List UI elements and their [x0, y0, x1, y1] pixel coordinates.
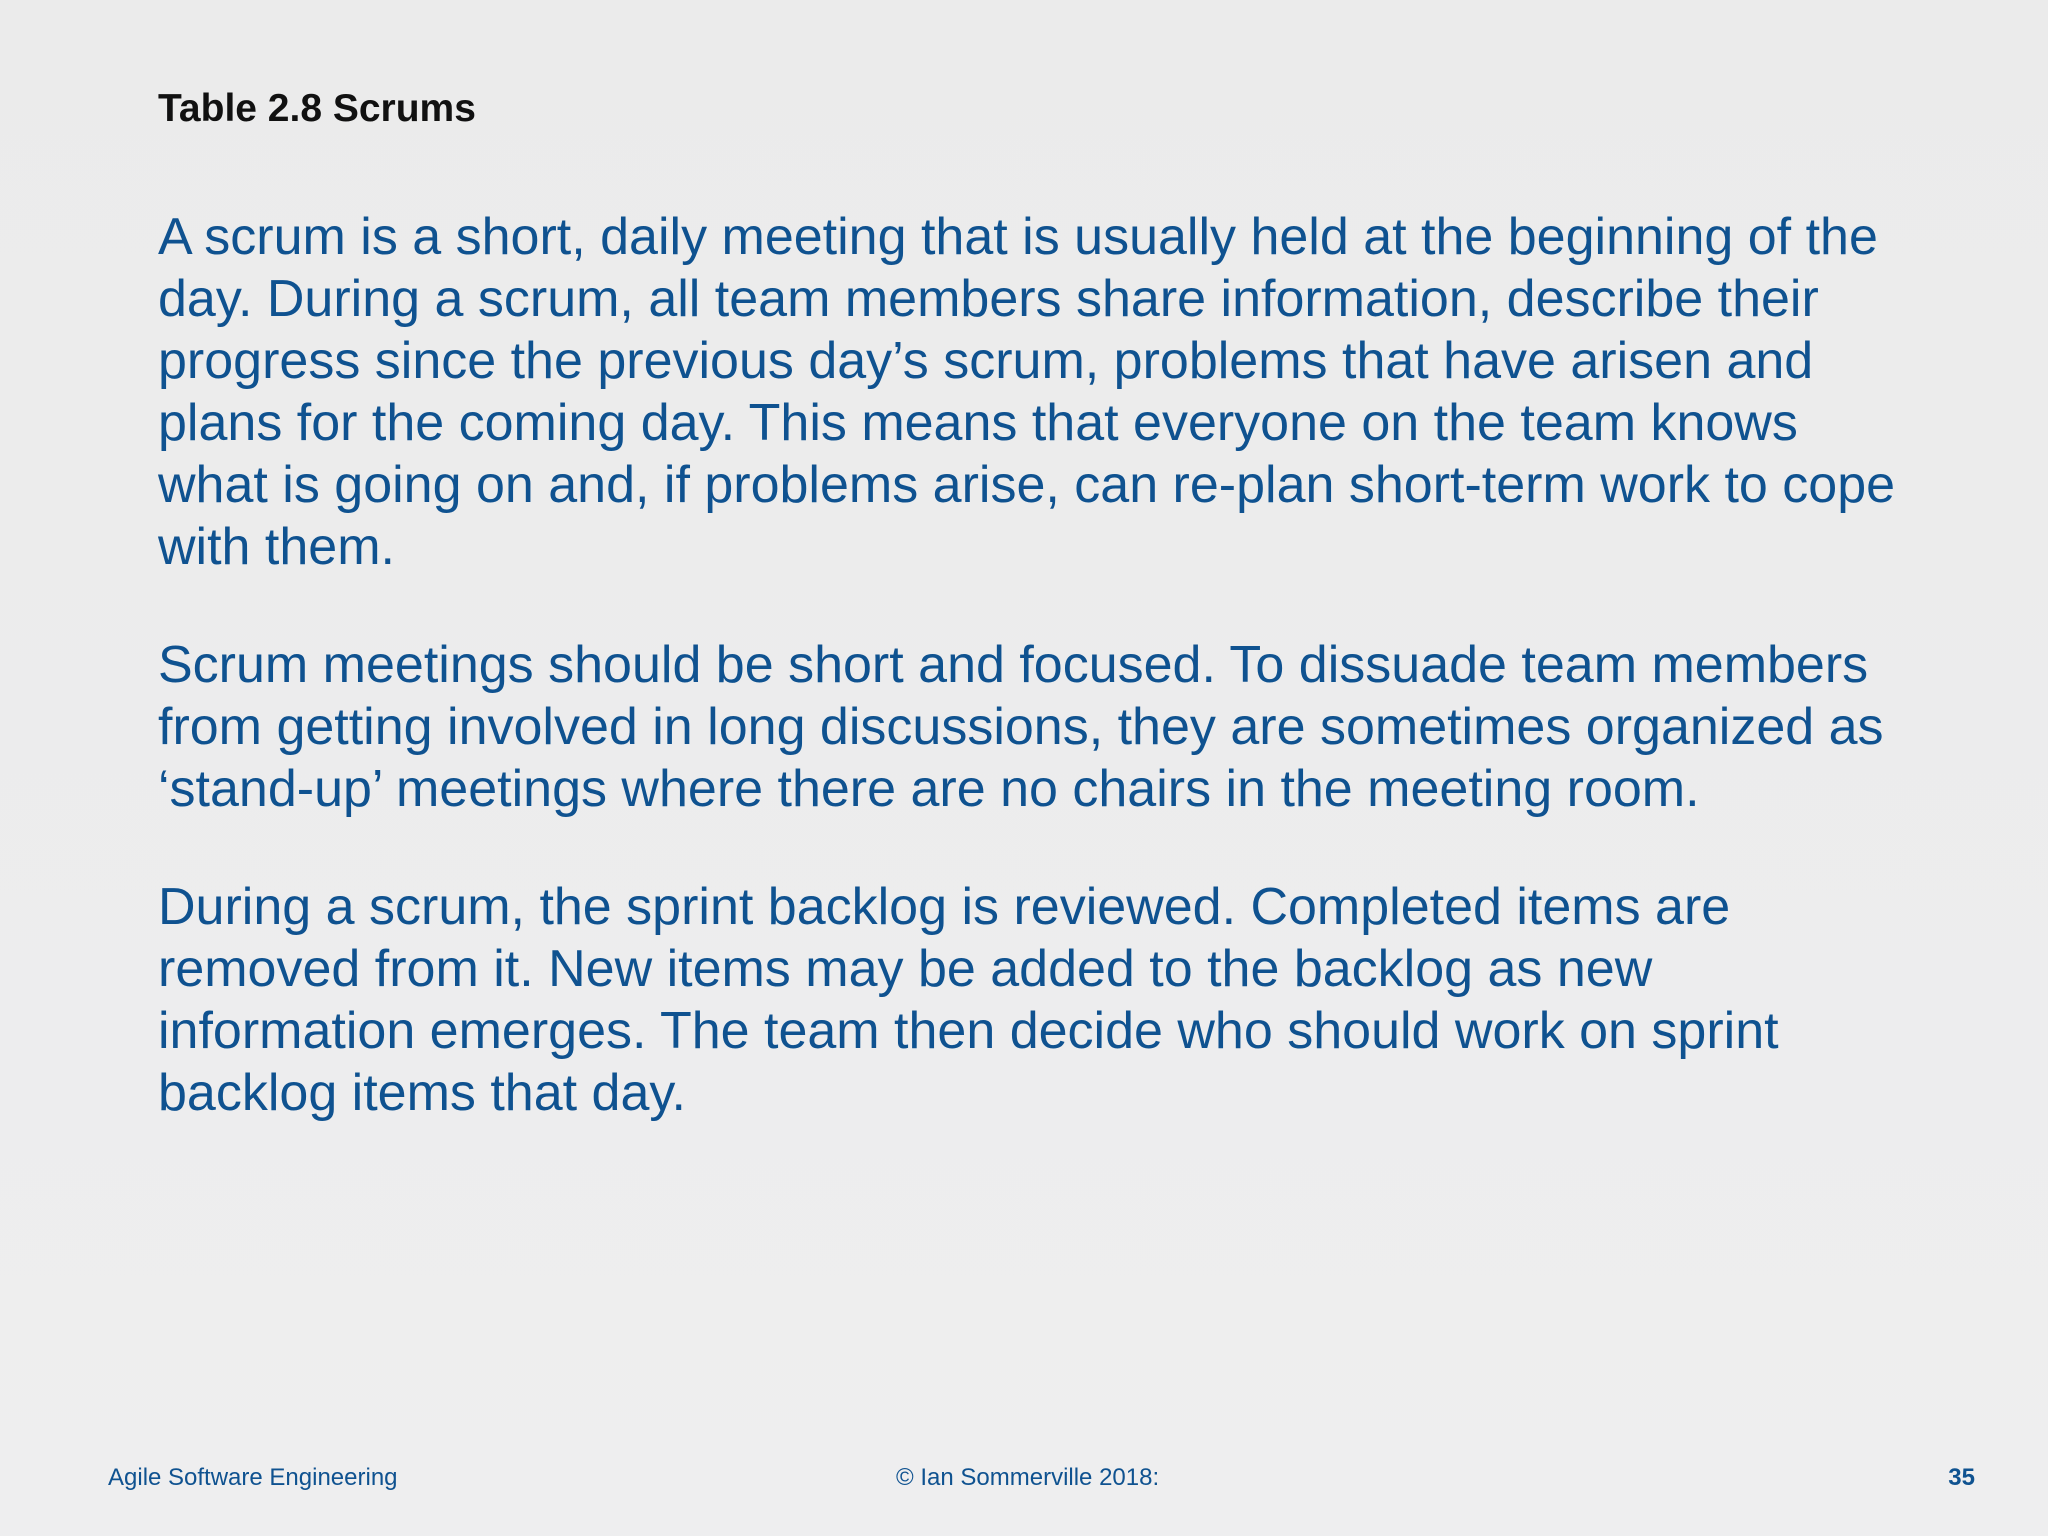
- paragraph-sprint-backlog: During a scrum, the sprint backlog is reviewed. Completed items are removed from it. New items may be added to the backlog as new information emerges. The team then decide who should work on sprint backlog items that day.: [158, 878, 1779, 1122]
- footer-copyright: © Ian Sommerville 2018:: [896, 1464, 1160, 1491]
- slide-title: Table 2.8 Scrums: [158, 87, 476, 130]
- page-number: 35: [1948, 1464, 1975, 1491]
- paragraph-scrum-meetings: Scrum meetings should be short and focused. To dissuade team members from getting involved in long discussions, they are sometimes organized as ‘stand-up’ meetings where there are no chairs in the meeting room.: [158, 636, 1884, 818]
- footer-course-title: Agile Software Engineering: [108, 1464, 398, 1491]
- slide-footer: [0, 1462, 2048, 1494]
- slide-body: [158, 206, 1918, 1180]
- paragraph-scrum-definition: A scrum is a short, daily meeting that is usually held at the beginning of the day. During a scrum, all team members share information, describe their progress since the previous day’s scrum, problems that have arisen and plans for the coming day. This means that everyone on the team knows what is going on and, if problems arise, can re-plan short-term work to cope with them.: [158, 208, 1896, 576]
